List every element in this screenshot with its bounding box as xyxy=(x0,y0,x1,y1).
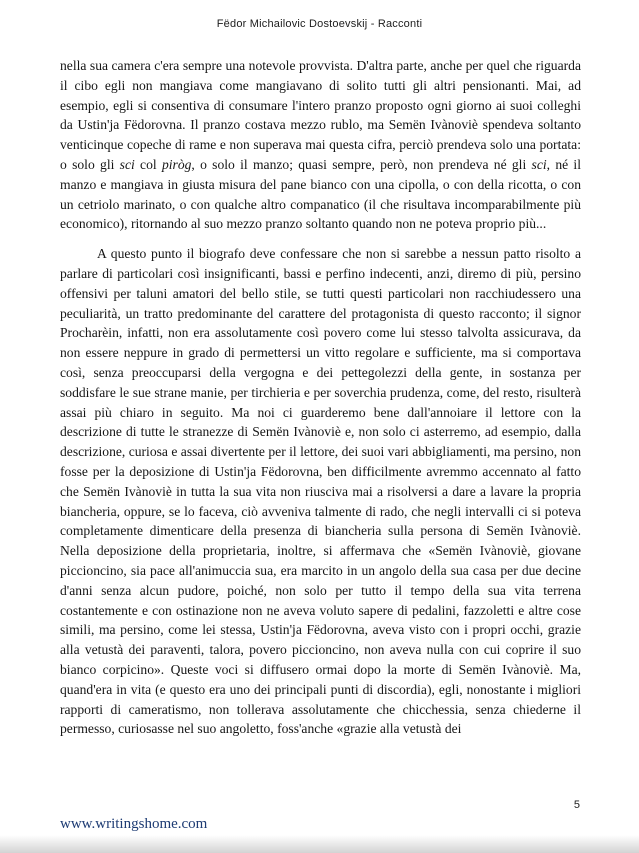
paragraph: A questo punto il biografo deve confessare che non si sarebbe a nessun patto risolto a parlare di particolari così insignificanti, bassi e perfino indecenti, anzi, diremo di più, persino offensivi per taluni amatori del bello stile, se tutti questi particolari non racchiudessero una peculiarità, un tratto predominante del carattere del protagonista di questo racconto; il signor Procharèin, infatti, non era assolutamente così povero come lui stesso talvolta assicurava, da non essere neppure in grado di permettersi un vitto regolare e sufficiente, ma si comportava così, senza preoccuparsi della vergogna e dei pettegolezzi della gente, in sostanza per soddisfare le sue strane manie, per tirchieria e per soverchia prudenza, come, del resto, risulterà assai più chiaro in seguito. Ma noi ci guarderemo bene dall'annoiare il lettore con la descrizione di tutte le stranezze di Semën Ivànoviè e, non solo ci asterremo, ad esempio, dalla descrizione, curiosa e assai divertente per il lettore, dei suoi vari abbigliamenti, ma persino, non fosse per la deposizione di Ustin'ja Fëdorovna, ben difficilmente avremmo accennato al fatto che Semën Ivànoviè in tutta la sua vita non riusciva mai a risolversi a dare a lavare la propria biancheria, oppure, se lo faceva, ciò avveniva talmente di rado, che negli intervalli ci si poteva completamente dimenticare della presenza di biancheria sulla persona di Semën Ivànoviè. Nella deposizione della proprietaria, inoltre, si affermava che «Semën Ivànoviè, giovane piccioncino, sia pace all'animuccia sua, era marcito in un angolo della sua casa per due decine d'anni senza alcun pudore, poiché, non solo per tutto il tempo della sua vita terrena costantemente e con ostinazione non ne aveva voluto sapere di pedalini, fazzoletti e altre cose simili, ma persino, come lei stessa, Ustin'ja Fëdorovna, aveva visto con i propri occhi, grazie alla vetustà dei paraventi, talora, povero piccioncino, non aveva nulla con cui coprire il suo bianco corpicino». Queste voci si diffusero ormai dopo la morte di Semën Ivànoviè. Ma, quand'era in vita (e questo era uno dei principali punti di discordia), egli, nonostante i migliori rapporti di cameratismo, non tollerava assolutamente che chicchessia, senza chiederne il permesso, curiosasse nel suo angoletto, foss'anche «grazie alla vetustà dei xyxy=(60,246,581,737)
body-text xyxy=(60,56,581,739)
page-bottom-shadow xyxy=(0,835,639,853)
paragraph: nella sua camera c'era sempre una notevole provvista. D'altra parte, anche per quel che riguarda il cibo egli non mangiava come mangiavano di solito tutti gli altri pensionanti. Mai, ad esempio, egli si consentiva di consumare l'intero pranzo proposto ogni giorno ai suoi colleghi da Ustin'ja Fëdorovna. Il pranzo costava mezzo rublo, ma Semën Ivànoviè spendeva soltanto venticinque copeche di rame e non superava mai questa cifra, perciò prendeva solo una portata: o solo gli sci col piròg, o solo il manzo; quasi sempre, però, non prendeva né gli sci, né il manzo e mangiava in giusta misura del pane bianco con una cipolla, o con della ricotta, o con un cetriolo marinato, o con qualche altro companatico (il che risultava incomparabilmente più economico), ritornando al suo mezzo pranzo soltanto quando non ne poteva proprio più... xyxy=(60,58,581,232)
website-link[interactable]: www.writingshome.com xyxy=(60,816,208,832)
page-number: 5 xyxy=(573,799,580,811)
page-header-title: Fëdor Michailovic Dostoevskij - Racconti xyxy=(216,18,423,30)
